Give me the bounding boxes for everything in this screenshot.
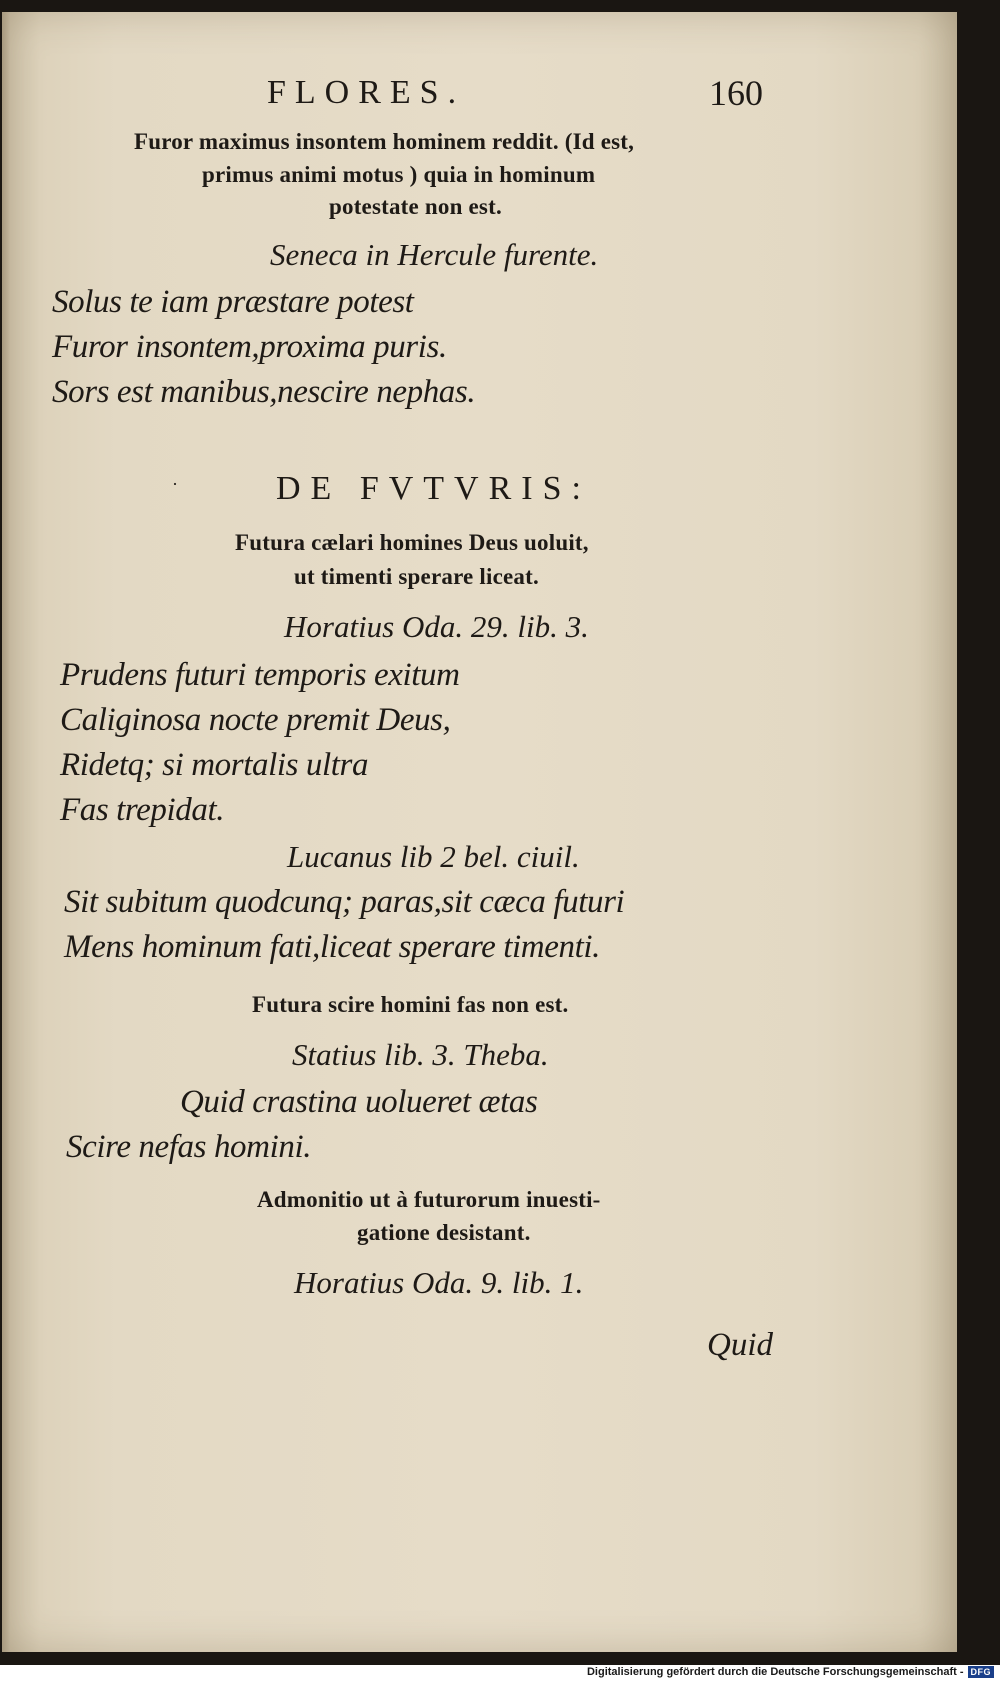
verse-line: Quid crastina uolueret ætas (180, 1084, 538, 1120)
verse-line: Furor insontem,proxima puris. (52, 329, 447, 365)
sentence-line: Admonitio ut à futurorum inuesti- (257, 1187, 601, 1212)
verse-line: Prudens futuri temporis exitum (60, 657, 460, 693)
verse-line: Sit subitum quodcunq; paras,sit cæca futuri (64, 884, 625, 920)
verse-line: Ridetq; si mortalis ultra (60, 747, 369, 783)
verse-line: Solus te iam præstare potest (52, 284, 414, 320)
stray-mark: · (172, 474, 178, 494)
source-citation: Statius lib. 3. Theba. (292, 1037, 549, 1072)
running-head: FLORES. (267, 74, 466, 111)
source-citation: Horatius Oda. 9. lib. 1. (294, 1265, 584, 1300)
verse-line: Scire nefas homini. (66, 1129, 312, 1165)
sentence-line: potestate non est. (329, 194, 502, 219)
catchword: Quid (707, 1327, 773, 1363)
page-number: 160 (709, 73, 763, 113)
sentence-line: ut timenti sperare liceat. (294, 564, 539, 589)
source-citation: Lucanus lib 2 bel. ciuil. (287, 839, 580, 874)
digitization-credit (587, 1666, 994, 1678)
section-heading: DE FVTVRIS: (276, 470, 591, 507)
sentence-line: Furor maximus insontem hominem reddit. (Id est, (134, 129, 635, 154)
sentence-line: Futura cælari homines Deus uoluit, (235, 530, 589, 555)
credit-text: Digitalisierung gefördert durch die Deutsche Forschungsgemeinschaft - (586, 1666, 964, 1678)
book-page (2, 12, 957, 1652)
source-citation: Horatius Oda. 29. lib. 3. (284, 609, 589, 644)
page-gutter-shadow (2, 12, 10, 1652)
source-citation: Seneca in Hercule furente. (270, 237, 599, 272)
dfg-logo: DFG (968, 1666, 995, 1678)
verse-line: Fas trepidat. (60, 792, 225, 828)
verse-line: Caliginosa nocte premit Deus, (60, 702, 451, 738)
sentence-line: Futura scire homini fas non est. (252, 992, 569, 1017)
sentence-line: primus animi motus ) quia in hominum (202, 162, 596, 187)
sentence-line: gatione desistant. (357, 1220, 531, 1245)
verse-line: Sors est manibus,nescire nephas. (52, 374, 476, 410)
verse-line: Mens hominum fati,liceat sperare timenti. (64, 929, 600, 965)
